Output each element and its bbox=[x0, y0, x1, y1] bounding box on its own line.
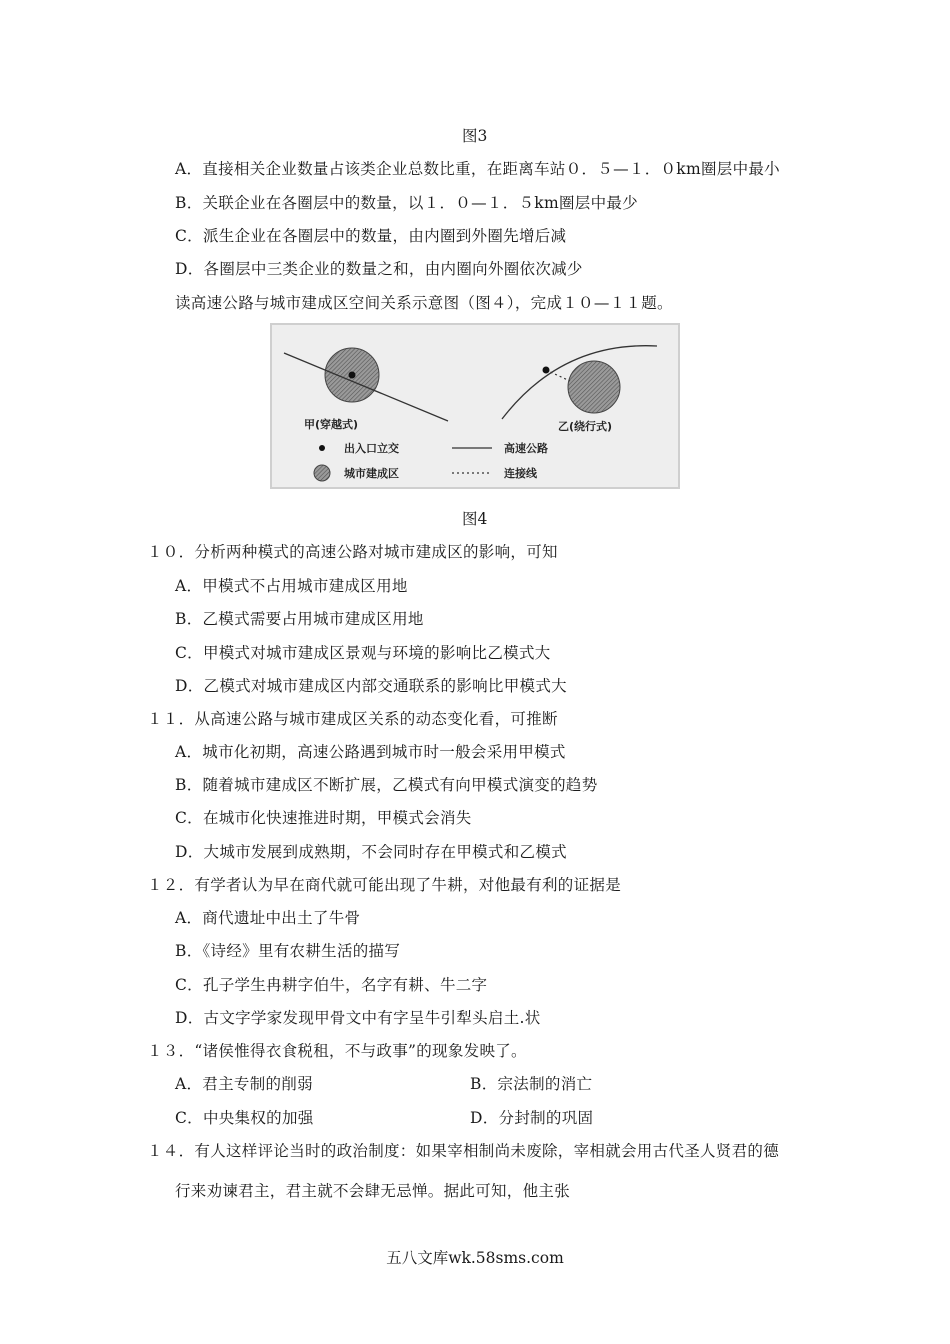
legend-interchange-label: 出入口立交 bbox=[344, 442, 399, 455]
q9-option-c: C．派生企业在各圈层中的数量，由内圈到外圈先增后减 bbox=[175, 227, 567, 245]
q10-option-d: D．乙模式对城市建成区内部交通联系的影响比甲模式大 bbox=[175, 677, 567, 695]
q13-option-b: B．宗法制的消亡 bbox=[470, 1075, 593, 1093]
q14-line-2: 行来劝谏君主，君主就不会肆无忌惮。据此可知，他主张 bbox=[175, 1182, 571, 1200]
intro-q10-11: 读高速公路与城市建成区空间关系示意图（图４），完成１０—１１题。 bbox=[175, 294, 673, 312]
yi-urban-area bbox=[568, 361, 620, 413]
q10-option-a: A．甲模式不占用城市建成区用地 bbox=[175, 577, 408, 595]
figure-4-diagram bbox=[270, 323, 680, 489]
q11-option-c: C．在城市化快速推进时期，甲模式会消失 bbox=[175, 809, 472, 827]
q10-option-b: B．乙模式需要占用城市建成区用地 bbox=[175, 610, 424, 628]
q10-option-c: C．甲模式对城市建成区景观与环境的影响比乙模式大 bbox=[175, 644, 551, 662]
q13-option-c: C．中央集权的加强 bbox=[175, 1109, 314, 1127]
yi-connector bbox=[546, 370, 570, 381]
q12-stem: １２．有学者认为早在商代就可能出现了牛耕，对他最有利的证据是 bbox=[147, 876, 622, 894]
label-yi: 乙(绕行式) bbox=[558, 420, 613, 433]
q13-stem: １３．“诸侯惟得衣食税租，不与政事”的现象发映了。 bbox=[147, 1042, 527, 1060]
q11-option-a: A．城市化初期，高速公路遇到城市时一般会采用甲模式 bbox=[175, 743, 566, 761]
figure-4-caption: 图4 bbox=[462, 510, 488, 528]
figure-3-caption: 图3 bbox=[462, 127, 488, 145]
footer-watermark: 五八文库wk.58sms.com bbox=[386, 1249, 564, 1267]
q9-option-d: D．各圈层中三类企业的数量之和，由内圈向外圈依次减少 bbox=[175, 260, 583, 278]
legend-interchange-symbol bbox=[319, 445, 325, 451]
q11-option-b: B．随着城市建成区不断扩展，乙模式有向甲模式演变的趋势 bbox=[175, 776, 598, 794]
q9-option-b: B．关联企业在各圈层中的数量，以１．０—１．５km圈层中最少 bbox=[175, 194, 638, 212]
q11-option-d: D．大城市发展到成熟期，不会同时存在甲模式和乙模式 bbox=[175, 843, 567, 861]
q12-option-d: D．古文字学家发现甲骨文中有字呈牛引犁头启土.状 bbox=[175, 1009, 541, 1027]
q13-option-a: A．君主专制的削弱 bbox=[175, 1075, 313, 1093]
q10-stem: １０．分析两种模式的高速公路对城市建成区的影响，可知 bbox=[147, 543, 558, 561]
label-jia: 甲(穿越式) bbox=[304, 418, 359, 431]
figure-4-svg bbox=[272, 325, 682, 491]
legend-urban-label: 城市建成区 bbox=[344, 467, 399, 480]
q12-option-b: B．《诗经》里有农耕生活的描写 bbox=[175, 942, 401, 960]
q11-stem: １１．从高速公路与城市建成区关系的动态变化看，可推断 bbox=[147, 710, 558, 728]
legend-urban-symbol bbox=[314, 465, 330, 481]
q14-line-1: １４．有人这样评论当时的政治制度：如果宰相制尚未废除，宰相就会用古代圣人贤君的德 bbox=[147, 1142, 780, 1160]
q12-option-c: C．孔子学生冉耕字伯牛，名字有耕、牛二字 bbox=[175, 976, 488, 994]
jia-interchange bbox=[349, 372, 356, 379]
legend-highway-label: 高速公路 bbox=[504, 442, 548, 455]
legend-connector-label: 连接线 bbox=[504, 467, 537, 480]
q12-option-a: A．商代遗址中出土了牛骨 bbox=[175, 909, 361, 927]
yi-interchange bbox=[543, 367, 550, 374]
q13-option-d: D．分封制的巩固 bbox=[470, 1109, 594, 1127]
q9-option-a: A．直接相关企业数量占该类企业总数比重，在距离车站０．５—１．０km圈层中最小 bbox=[175, 160, 780, 178]
